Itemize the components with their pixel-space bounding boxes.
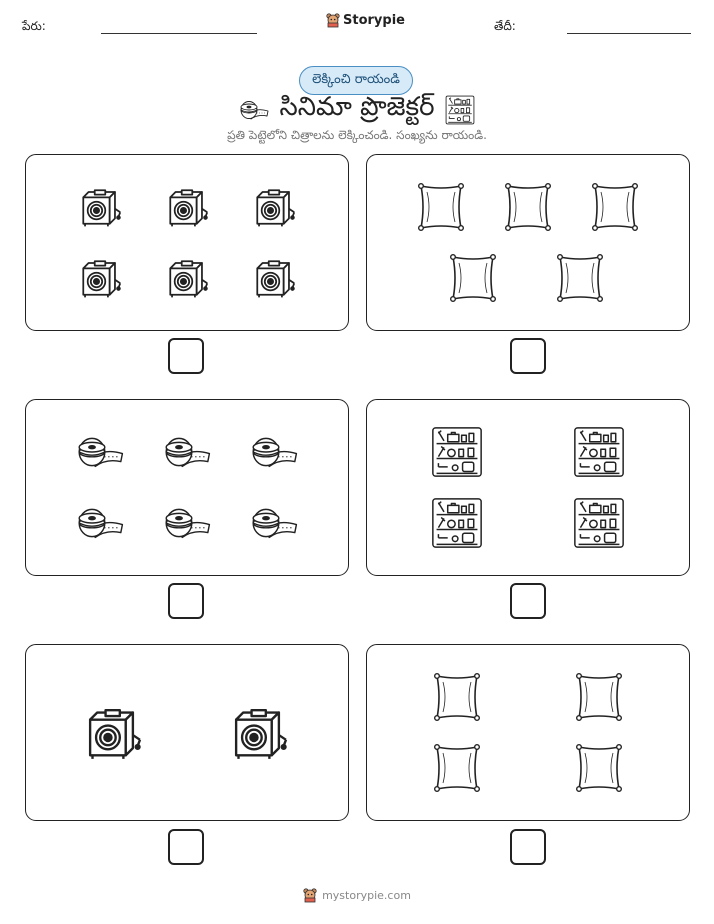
- bear-mascot-icon: [326, 12, 340, 28]
- count-panel-6: [366, 644, 690, 821]
- instruction-badge: లెక్కించి రాయండి: [299, 66, 413, 95]
- date-label: తేదీ:: [494, 19, 516, 33]
- equipment-shelf-icon: [445, 95, 475, 125]
- film-reel-icon: [239, 99, 269, 121]
- page-title-row: [0, 92, 714, 128]
- count-panel-5: [25, 644, 349, 821]
- count-panel-4: [366, 399, 690, 576]
- answer-box-5[interactable]: [168, 829, 204, 865]
- brand-name: Storypie: [343, 12, 405, 28]
- count-panel-3: [25, 399, 349, 576]
- name-line[interactable]: [101, 33, 257, 34]
- instructions: ప్రతి పెట్టెలోని చిత్రాలను లెక్కించండి. సంఖ్యను రాయండి.: [227, 128, 487, 142]
- count-panel-1: [25, 154, 349, 331]
- answer-box-4[interactable]: [510, 583, 546, 619]
- brand-logo: [326, 12, 405, 28]
- date-line[interactable]: [567, 33, 691, 34]
- footer-url: mystorypie.com: [322, 888, 411, 902]
- answer-box-3[interactable]: [168, 583, 204, 619]
- page-title: సినిమా ప్రొజెక్టర్: [279, 92, 435, 122]
- bear-mascot-icon: [303, 887, 317, 903]
- answer-box-1[interactable]: [168, 338, 204, 374]
- name-label: పేరు:: [22, 19, 46, 33]
- answer-box-6[interactable]: [510, 829, 546, 865]
- count-panel-2: [366, 154, 690, 331]
- answer-box-2[interactable]: [510, 338, 546, 374]
- footer: [0, 887, 714, 903]
